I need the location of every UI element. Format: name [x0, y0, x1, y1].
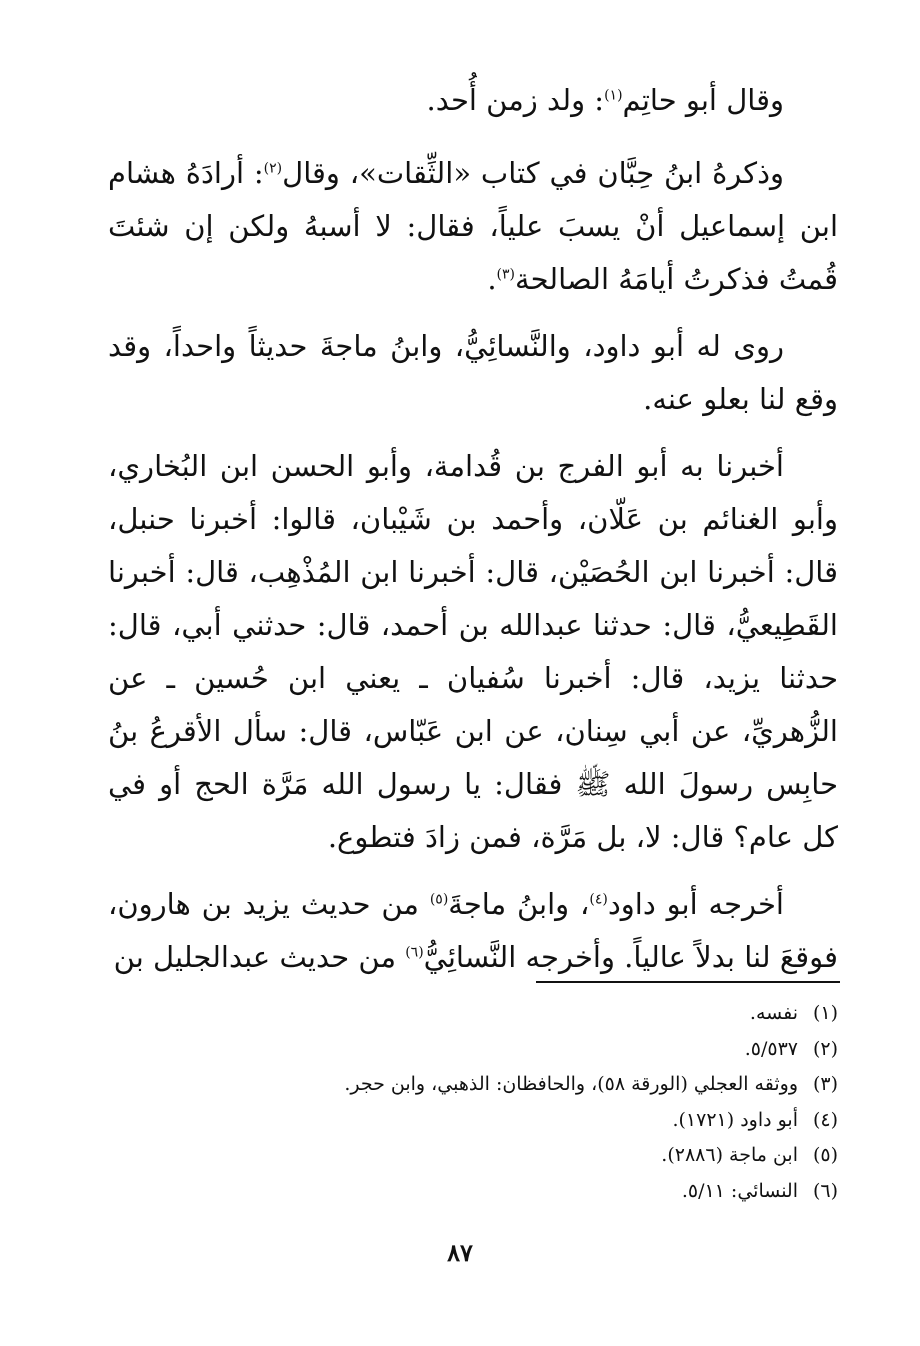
footnote-number: (٣) — [812, 1073, 838, 1095]
footnote-text: ابن ماجة (٢٨٨٦). — [661, 1144, 798, 1166]
footnote-text: ووثقه العجلي (الورقة ٥٨)، والحافظان: الذهبي، وابن حجر. — [344, 1073, 798, 1095]
footnote-number: (١) — [812, 1002, 838, 1024]
footnote-ref-4: (٤) — [589, 891, 608, 908]
paragraph-takhrij — [108, 878, 838, 984]
text-run: أخرجه أبو داود — [607, 887, 784, 921]
footnote-ref-3: (٣) — [496, 266, 516, 283]
footnote-item — [108, 996, 838, 1032]
footnote-item — [108, 1103, 838, 1139]
text-run: روى له أبو داود، والنَّسائِيُّ، وابنُ ماجةَ حديثاً واحداً، وقد وقع لنا بعلو عنه. — [108, 329, 838, 416]
paragraph-abu-hatim — [108, 74, 838, 127]
footnote-ref-5: (٥) — [429, 891, 449, 908]
footnote-ref-1: (١) — [604, 87, 623, 104]
footnote-item — [108, 1138, 838, 1174]
footnote-separator — [536, 981, 840, 983]
text-run: : ولد زمن أُحد. — [426, 83, 605, 117]
paragraph-narrators — [108, 320, 838, 426]
footnote-ref-6: (٦) — [405, 944, 424, 961]
footnotes-list — [108, 996, 838, 1209]
text-run: وقال أبو حاتِم — [622, 83, 784, 117]
text-run: : أرادَهُ هشام ابن إسماعيل أنْ يسبَ علياً، فقال: لا أسبهُ ولكن إن شئتَ قُمتُ فذكرتُ أيامَهُ الصالحة — [108, 156, 838, 296]
page-number: ٨٧ — [447, 1238, 473, 1267]
text-run: وذكرهُ ابنُ حِبَّان في كتاب «الثِّقات»، وقال — [282, 156, 785, 190]
footnote-item — [108, 1067, 838, 1103]
footnote-text: ٥/٥٣٧. — [744, 1037, 798, 1060]
main-text — [108, 74, 838, 998]
text-run: ، وابنُ ماجةَ — [448, 887, 590, 921]
footnote-text: النسائي: ٥/١١. — [681, 1179, 798, 1202]
text-run: من حديث عبدالجليل بن — [113, 940, 406, 974]
footnote-number: (٦) — [812, 1179, 838, 1202]
footnote-item — [108, 1174, 838, 1210]
text-run: . — [487, 262, 497, 296]
footnote-text: أبو داود (١٧٢١). — [672, 1108, 798, 1131]
footnote-number: (٥) — [812, 1144, 838, 1166]
text-run: أخبرنا به أبو الفرج بن قُدامة، وأبو الحسن ابن البُخاري، وأبو الغنائم بن عَلّان، وأحمد بن شَيْبان، قالوا: أخبرنا حنبل، قال: أخبرنا ابن الحُصَيْن، قال: أخبرنا ابن المُذْهِب، قال: أخبرنا القَطِيعيُّ، قال: حدثنا عبدالله بن أحمد، قال: حدثني أبي، قال: حدثنا يزيد، قال: أخبرنا سُفيان ـ يعني ابن حُسين ـ عن الزُّهريِّ، عن أبي سِنان، عن ابن عَبّاس، قال: سأل الأقرعُ بنُ حابِس رسولَ الله ﷺ فقال: يا رسول الله مَرَّة الحج أو في كل عام؟ قال: لا، بل مَرَّة، فمن زادَ فتطوع. — [108, 449, 838, 854]
footnote-text: نفسه. — [749, 1002, 798, 1024]
text-run: من حديث يزيد بن هارون، فوقعَ لنا بدلاً عالياً. وأخرجه النَّسائِيُّ — [108, 887, 838, 974]
footnote-number: (٢) — [812, 1037, 838, 1060]
paragraph-hadith-chain — [108, 440, 838, 864]
paragraph-ibn-hibban — [108, 147, 838, 306]
footnote-number: (٤) — [812, 1108, 838, 1131]
footnote-ref-2: (٢) — [263, 160, 283, 177]
footnote-item — [108, 1032, 838, 1068]
